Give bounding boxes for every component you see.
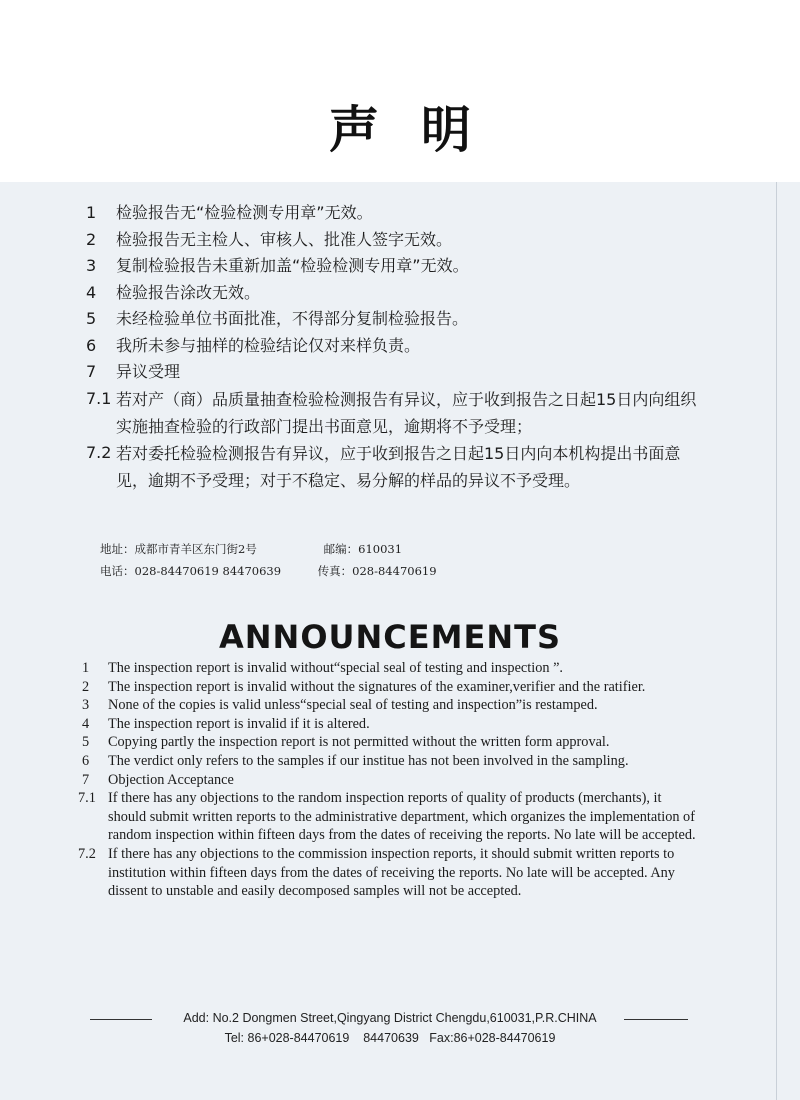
en-item-number: 3 — [82, 697, 90, 714]
en-item-text: If there has any objections to the random inspection reports of quality of products (merchants), it should submit written reports to the administrative department, which organizes the implementation of random inspection within fifteen days from the dates of receiving the reports. No late will be accepted. — [108, 790, 696, 844]
cn-item-text: 检验报告无主检人、审核人、批准人签字无效。 — [116, 229, 453, 249]
cn-item-number: 4 — [86, 282, 97, 302]
cn-item-text: 检验报告无“检验检测专用章”无效。 — [116, 203, 373, 222]
en-item-4 — [82, 715, 702, 734]
cn-item-text: 若对产（商）品质量抽查检验检测报告有异议，应于收到报告之日起15日内向组织实施抽查检验的行政部门提出书面意见，逾期将不予受理； — [116, 389, 697, 436]
cn-item-number: 1 — [86, 203, 97, 222]
en-item-text: The inspection report is invalid without“special seal of testing and inspection ”. — [108, 660, 564, 676]
en-item-5 — [82, 733, 702, 752]
cn-contact-phone-row — [100, 563, 520, 579]
cn-item-5 — [86, 306, 706, 333]
en-item-number: 6 — [82, 752, 90, 769]
cn-title: 声明 — [329, 100, 513, 159]
en-item-number: 7.1 — [78, 790, 96, 807]
cn-item-number: 7.2 — [86, 442, 112, 462]
cn-item-2 — [86, 227, 706, 254]
cn-item-text: 复制检验报告未重新加盖“检验检测专用章”无效。 — [116, 256, 469, 275]
en-item-number: 4 — [82, 715, 90, 732]
en-item-text: Copying partly the inspection report is not permitted without the written form approval. — [108, 734, 610, 751]
cn-item-number: 7.1 — [86, 388, 112, 408]
en-item-7-1 — [78, 789, 702, 845]
en-item-number: 7.2 — [78, 845, 96, 862]
cn-item-text: 未经检验单位书面批准，不得部分复制检验报告。 — [116, 309, 469, 328]
cn-item-text: 若对委托检验检测报告有异议，应于收到报告之日起15日内向本机构提出书面意见，逾期不予受理；对于不稳定、易分解的样品的异议不予受理。 — [116, 443, 681, 490]
cn-item-7 — [86, 359, 706, 386]
en-item-text: The inspection report is invalid if it is altered. — [108, 715, 370, 732]
en-title: ANNOUNCEMENTS — [219, 618, 561, 656]
en-item-text: The verdict only refers to the samples if our institue has not been involved in the sampling. — [108, 752, 629, 769]
cn-item-3 — [86, 253, 706, 280]
en-item-6 — [82, 752, 702, 771]
cn-postcode: 邮编：610031 — [323, 542, 403, 556]
en-item-3 — [82, 696, 702, 715]
cn-contact-address-row — [100, 541, 520, 557]
en-item-1 — [82, 659, 702, 678]
footer-phones: Tel: 86+028-84470619 84470639 Fax:86+028-84470619 — [224, 1031, 556, 1045]
cn-item-number: 2 — [86, 229, 97, 249]
en-item-text: None of the copies is valid unless“special seal of testing and inspection”is restamped. — [108, 697, 598, 714]
en-item-number: 5 — [82, 734, 90, 751]
en-announcement-list — [78, 659, 702, 901]
cn-item-number: 7 — [86, 362, 97, 381]
footer-address: Add: No.2 Dongmen Street,Qingyang District Chengdu,610031,P.R.CHINA — [183, 1011, 597, 1025]
en-item-number: 2 — [82, 678, 90, 695]
en-item-text: Objection Acceptance — [108, 771, 234, 788]
en-item-text: If there has any objections to the commission inspection reports, it should submit written reports to institution within fifteen days from the dates of receiving the reports. No late will be accepted. Any dissent to unstable and easily decomposed samples will not be accepted. — [108, 845, 675, 900]
en-item-number: 1 — [82, 660, 90, 676]
footer-divider-right — [624, 1019, 688, 1020]
en-item-2 — [82, 678, 702, 697]
en-item-text: The inspection report is invalid without the signatures of the examiner,verifier and the ratifier. — [108, 678, 646, 695]
cn-item-text: 检验报告涂改无效。 — [116, 282, 261, 302]
cn-item-7-1 — [86, 386, 706, 440]
cn-item-4 — [86, 280, 706, 307]
cn-fax: 传真：028-84470619 — [317, 564, 437, 578]
cn-announcement-list — [86, 200, 706, 494]
en-item-7-2 — [78, 845, 702, 901]
en-item-7 — [82, 771, 702, 790]
cn-item-1 — [86, 200, 706, 227]
en-item-number: 7 — [82, 771, 90, 788]
cn-item-number: 3 — [86, 256, 97, 275]
cn-item-7-2 — [86, 440, 706, 494]
cn-item-number: 5 — [86, 309, 97, 328]
cn-item-number: 6 — [86, 335, 97, 355]
cn-item-text: 我所未参与抽样的检验结论仅对来样负责。 — [116, 335, 421, 355]
cn-address: 地址：成都市青羊区东门街2号 — [100, 542, 257, 556]
cn-phone: 电话：028-84470619 84470639 — [100, 564, 282, 578]
cn-item-6 — [86, 333, 706, 360]
footer-divider-left — [90, 1019, 152, 1020]
cn-item-text: 异议受理 — [116, 362, 181, 381]
